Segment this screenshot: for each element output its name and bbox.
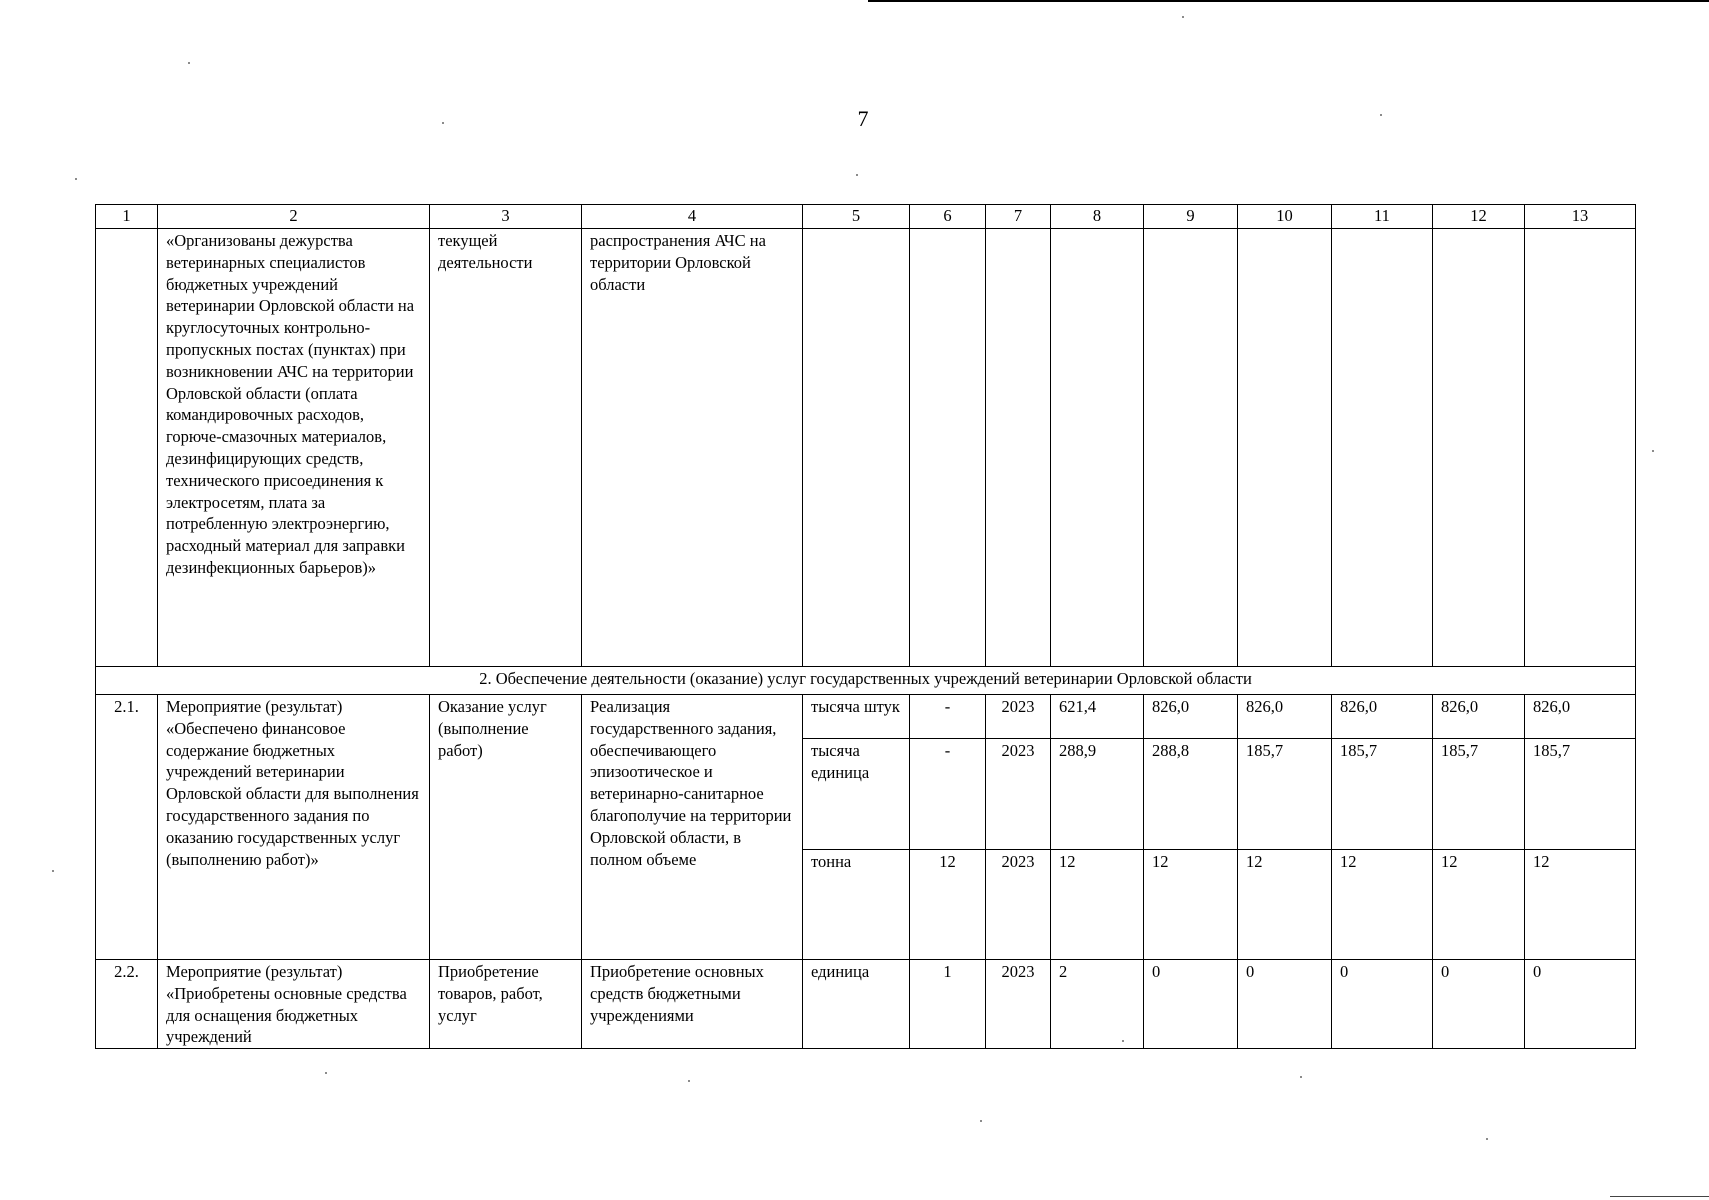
value-col-12: 12 xyxy=(1433,850,1525,960)
scan-speck xyxy=(325,1072,327,1074)
value-col-11: 185,7 xyxy=(1332,739,1433,850)
value-col-10: 12 xyxy=(1238,850,1332,960)
activity-type: Приобретение товаров, работ, услуг xyxy=(430,960,582,1049)
base-year: 2023 xyxy=(986,695,1051,739)
unit-cell: единица xyxy=(803,960,910,1049)
value-col-10: 185,7 xyxy=(1238,739,1332,850)
col-num-11: 11 xyxy=(1332,205,1433,229)
scan-speck xyxy=(1300,1076,1302,1078)
value-col-12: 0 xyxy=(1433,960,1525,1049)
table-row-2-2 xyxy=(96,960,1636,1049)
col-num-1: 1 xyxy=(96,205,158,229)
value-col-8: 2 xyxy=(1051,960,1144,1049)
value-col-8: 621,4 xyxy=(1051,695,1144,739)
col-num-2: 2 xyxy=(158,205,430,229)
col-num-10: 10 xyxy=(1238,205,1332,229)
row-number: 2.1. xyxy=(96,695,158,960)
col-num-5: 5 xyxy=(803,205,910,229)
continued-name: «Организованы дежурства ветеринарных специалистов бюджетных учреждений ветеринарии Орловской области на круглосуточных контрольно-пропускных постах (пунктах) при возникновении АЧС на территории Орловской области (оплата командировочных расходов, горюче-смазочных материалов, дезинфицирующих средств, технического присоединения к электросетям, плата за потребленную электроэнергию, расходный материал для заправки дезинфекционных барьеров)» xyxy=(158,229,430,667)
continued-row xyxy=(96,229,1636,667)
activity-name: Мероприятие (результат) «Обеспечено финансовое содержание бюджетных учреждений ветеринарии Орловской области для выполнения государственного задания по оказанию государственных услуг (выполнению работ)» xyxy=(158,695,430,960)
col-num-4: 4 xyxy=(582,205,803,229)
value-col-9: 288,8 xyxy=(1144,739,1238,850)
scan-speck xyxy=(1182,16,1184,18)
column-number-row xyxy=(96,205,1636,229)
scan-speck xyxy=(75,178,77,180)
value-col-10: 826,0 xyxy=(1238,695,1332,739)
scan-speck xyxy=(1380,114,1382,116)
value-col-8: 288,9 xyxy=(1051,739,1144,850)
col-num-9: 9 xyxy=(1144,205,1238,229)
table-row-2-1-a xyxy=(96,695,1636,739)
base-value: 1 xyxy=(910,960,986,1049)
col-num-8: 8 xyxy=(1051,205,1144,229)
value-col-11: 826,0 xyxy=(1332,695,1433,739)
base-value: - xyxy=(910,739,986,850)
bottom-rule xyxy=(1610,1196,1709,1197)
value-col-13: 185,7 xyxy=(1525,739,1636,850)
value-col-11: 12 xyxy=(1332,850,1433,960)
continued-num xyxy=(96,229,158,667)
section-header-row xyxy=(96,667,1636,695)
unit-cell: тонна xyxy=(803,850,910,960)
value-col-13: 826,0 xyxy=(1525,695,1636,739)
col-num-12: 12 xyxy=(1433,205,1525,229)
value-col-11: 0 xyxy=(1332,960,1433,1049)
scan-speck xyxy=(980,1120,982,1122)
base-value: - xyxy=(910,695,986,739)
base-year: 2023 xyxy=(986,960,1051,1049)
scan-speck xyxy=(442,122,444,124)
value-col-8: 12 xyxy=(1051,850,1144,960)
value-col-9: 12 xyxy=(1144,850,1238,960)
scan-speck xyxy=(52,870,54,872)
top-rule xyxy=(868,0,1709,2)
value-col-12: 826,0 xyxy=(1433,695,1525,739)
value-col-10: 0 xyxy=(1238,960,1332,1049)
value-col-13: 12 xyxy=(1525,850,1636,960)
value-col-12: 185,7 xyxy=(1433,739,1525,850)
continued-description: распространения АЧС на территории Орловской области xyxy=(582,229,803,667)
scan-speck xyxy=(188,62,190,64)
base-value: 12 xyxy=(910,850,986,960)
row-number: 2.2. xyxy=(96,960,158,1049)
section-title: 2. Обеспечение деятельности (оказание) услуг государственных учреждений ветеринарии Орловской области xyxy=(96,667,1636,695)
activity-description: Реализация государственного задания, обеспечивающего эпизоотическое и ветеринарно-санитарное благополучие на территории Орловской области, в полном объеме xyxy=(582,695,803,960)
continued-type: текущей деятельности xyxy=(430,229,582,667)
indicators-table xyxy=(95,204,1636,1049)
scan-speck xyxy=(1652,450,1654,452)
activity-description: Приобретение основных средств бюджетными учреждениями xyxy=(582,960,803,1049)
page-number: 7 xyxy=(857,106,869,131)
value-col-9: 826,0 xyxy=(1144,695,1238,739)
base-year: 2023 xyxy=(986,850,1051,960)
scan-speck xyxy=(1122,1040,1124,1042)
value-col-9: 0 xyxy=(1144,960,1238,1049)
value-col-13: 0 xyxy=(1525,960,1636,1049)
scan-speck xyxy=(688,1080,690,1082)
col-num-3: 3 xyxy=(430,205,582,229)
scan-speck xyxy=(1486,1138,1488,1140)
activity-name: Мероприятие (результат) «Приобретены основные средства для оснащения бюджетных учреждений xyxy=(158,960,430,1049)
scan-speck xyxy=(856,174,858,176)
base-year: 2023 xyxy=(986,739,1051,850)
col-num-7: 7 xyxy=(986,205,1051,229)
col-num-6: 6 xyxy=(910,205,986,229)
unit-cell: тысяча штук xyxy=(803,695,910,739)
activity-type: Оказание услуг (выполнение работ) xyxy=(430,695,582,960)
unit-cell: тысяча единица xyxy=(803,739,910,850)
col-num-13: 13 xyxy=(1525,205,1636,229)
